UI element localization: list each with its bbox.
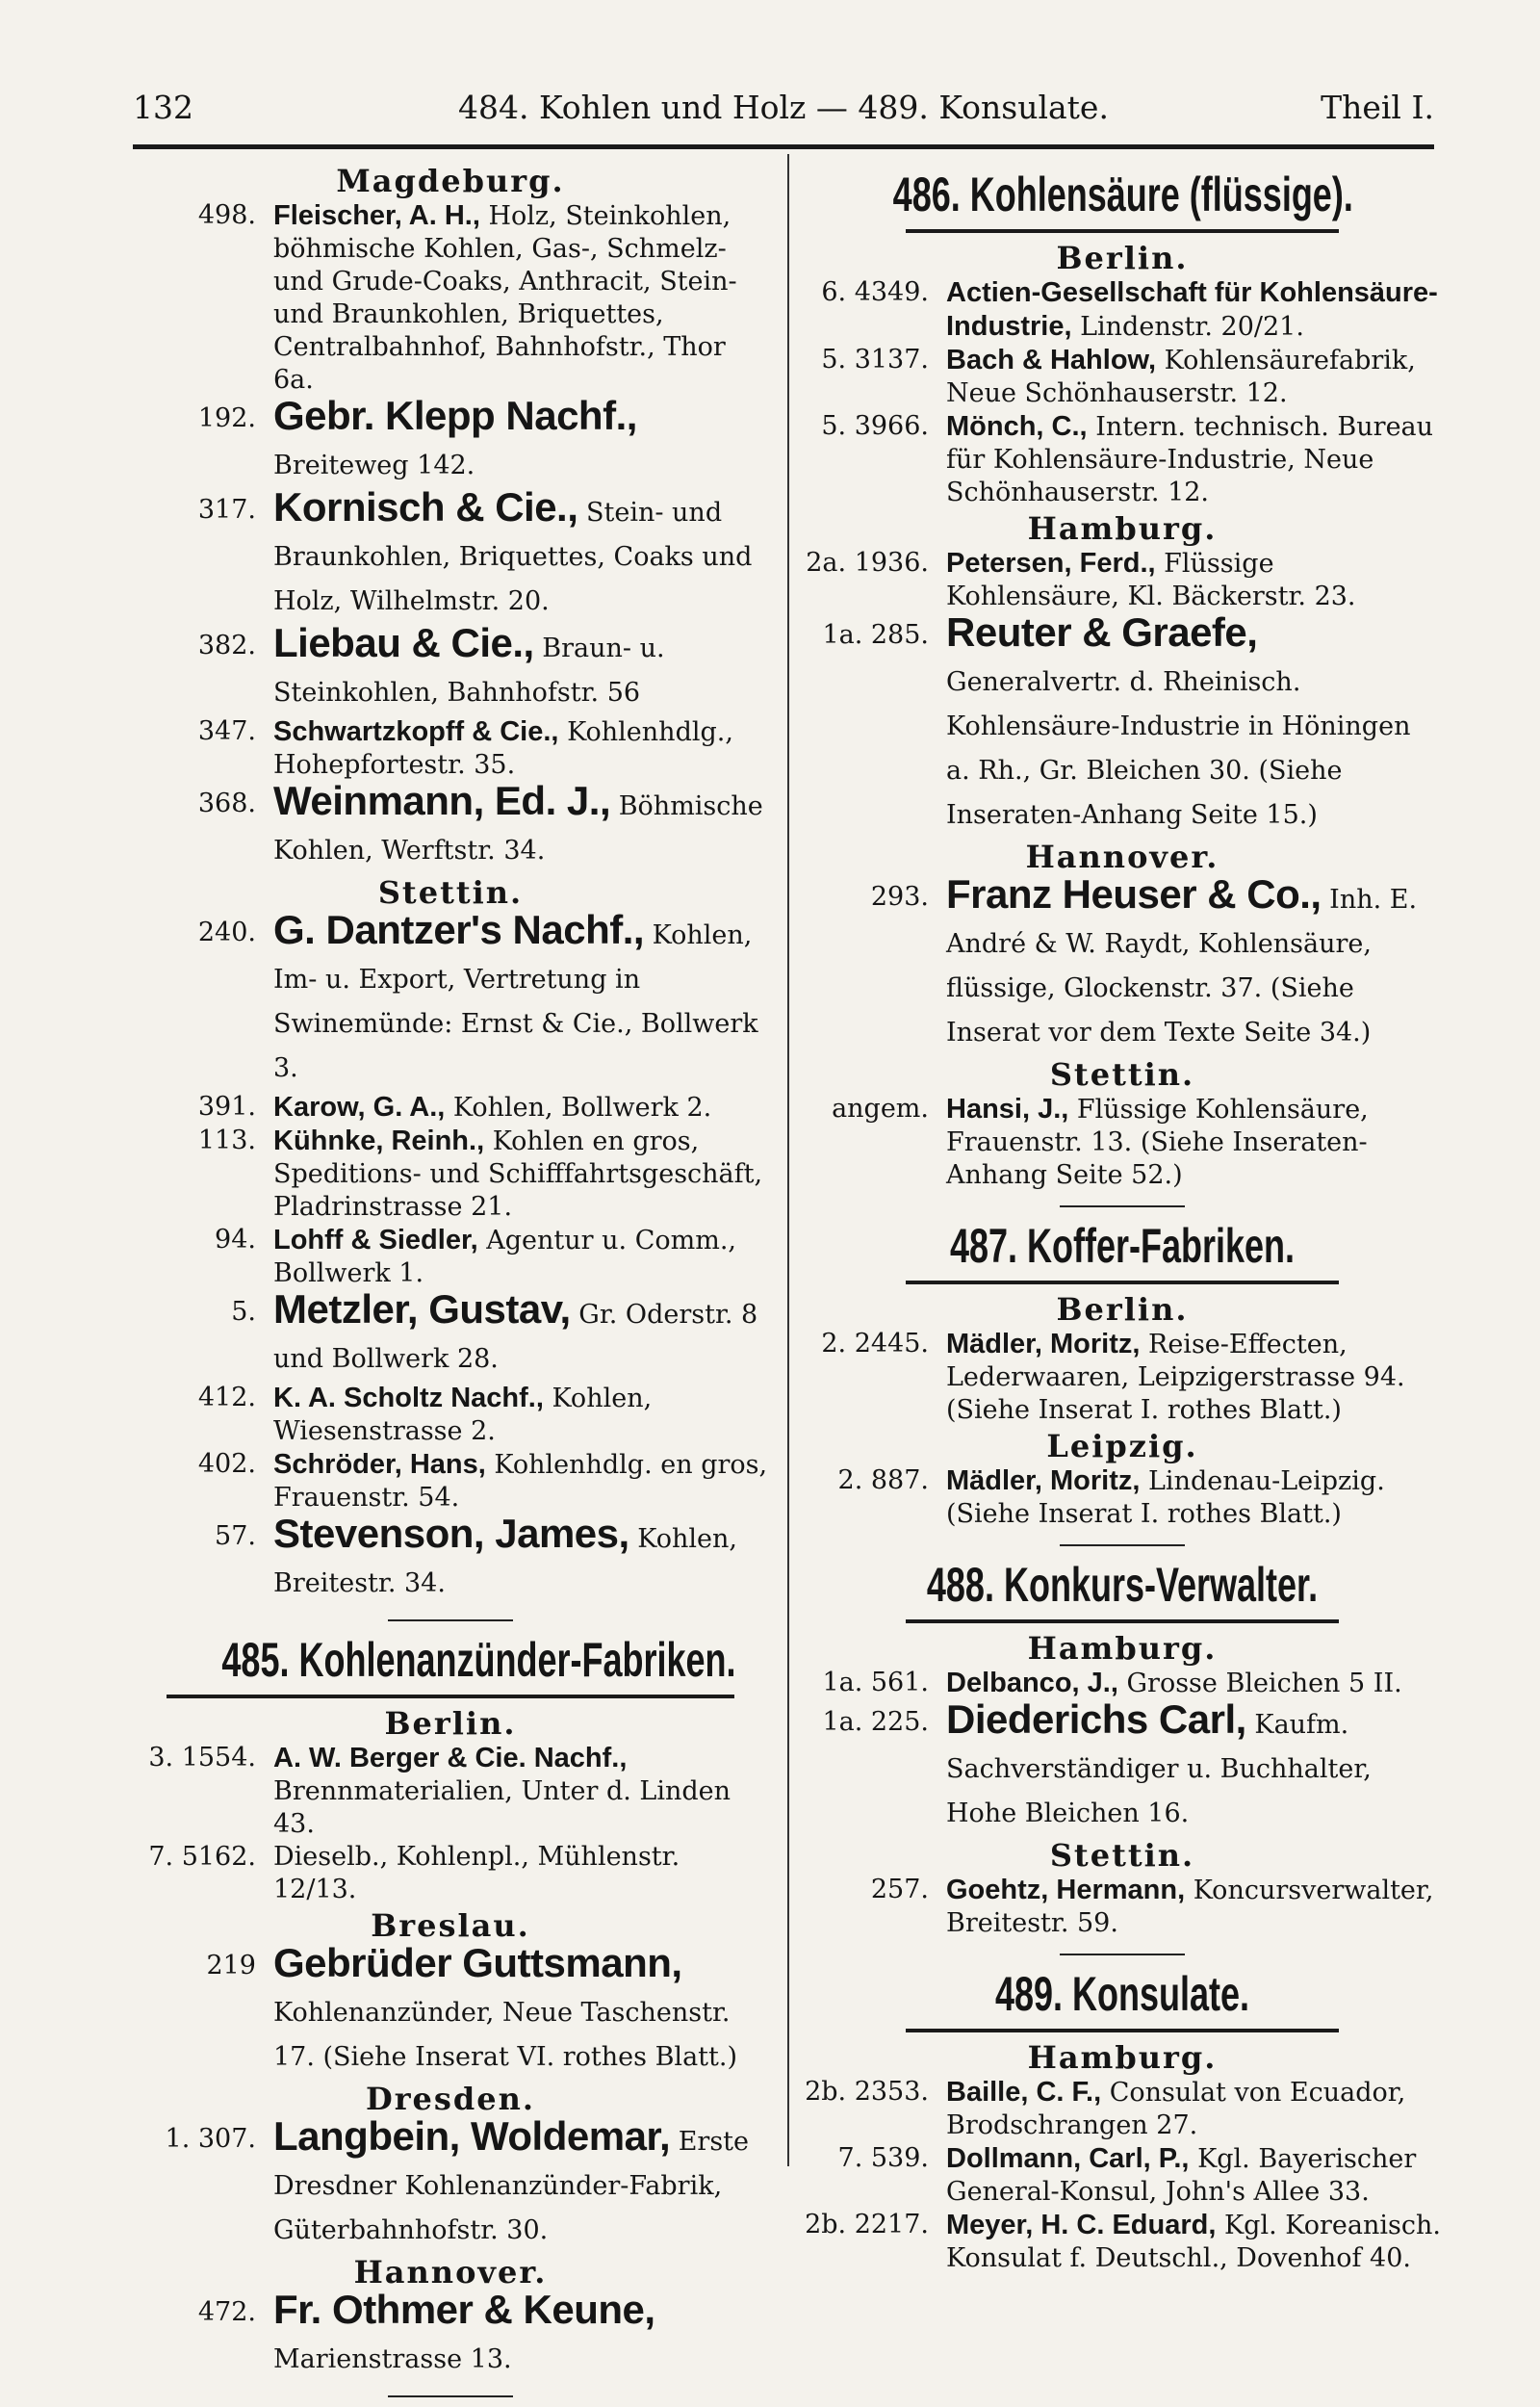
entry-body [946, 346, 1416, 408]
city-heading: Stettin. [1049, 1056, 1195, 1093]
entry-body [273, 484, 753, 616]
page-header [133, 89, 1434, 131]
entry-body [946, 549, 1356, 611]
entry-text: Koncursverwalter, Breitestr. 59. [946, 1876, 1434, 1938]
entry-body [273, 1511, 737, 1598]
entry-number: 219 [206, 1951, 256, 1980]
entry-text: Erste Dresdner Kohlenanzünder-Fabrik, Güterbahnhofstr. 30. [273, 2127, 750, 2245]
entry-text: Kohlenanzünder, Neue Taschenstr. 17. (Siehe Inserat VI. rothes Blatt.) [273, 1998, 737, 2072]
entry-body [273, 1226, 736, 1288]
entry-body [273, 1384, 652, 1446]
section-heading-rule [906, 2029, 1339, 2032]
directory-entry [133, 484, 768, 624]
city-heading: Berlin. [1056, 1291, 1189, 1328]
entry-text: Generalvertr. d. Rheinisch. Kohlensäure-Industrie in Höningen a. Rh., Gr. Bleichen 30. (Siehe Inseraten-Anhang Seite 15.) [946, 667, 1411, 830]
entry-number: 57. [215, 1521, 256, 1551]
city-heading: Leipzig. [1046, 1428, 1198, 1464]
entry-number: 2. 887. [837, 1465, 929, 1495]
entry-text: Lindenstr. 20/21. [1071, 312, 1304, 342]
entry-text: Brennmaterialien, Unter d. Linden 43. [273, 1776, 731, 1839]
entry-name: Fleischer, A. H., [273, 200, 480, 231]
entry-number: 1a. 225. [822, 1707, 929, 1737]
entry-number: 347. [197, 716, 256, 746]
entry-text: Böhmische Kohlen, Werftstr. 34. [273, 791, 763, 866]
entry-name: Baille, C. F., [946, 2077, 1102, 2108]
directory-entry [133, 1448, 768, 1514]
directory-entry [804, 871, 1441, 1055]
entry-name: Karow, G. A., [273, 1092, 446, 1123]
entry-body [273, 2287, 655, 2374]
entry-name: Diederichs Carl, [946, 1696, 1246, 1742]
entry-name: K. A. Scholtz Nachf., [273, 1383, 544, 1413]
entry-name: Schwartzkopff & Cie., [273, 716, 559, 747]
entry-text: Dieselb., Kohlenpl., Mühlenstr. 12/13. [273, 1842, 680, 1904]
entry-name: Meyer, H. C. Eduard, [946, 2210, 1217, 2240]
directory-entry [804, 410, 1441, 509]
directory-entry [133, 393, 768, 488]
directory-entry [804, 1328, 1441, 1427]
directory-entry [133, 1091, 768, 1125]
entry-text: Braun- u. Steinkohlen, Bahnhofstr. 56 [273, 634, 665, 708]
section-heading-rule [906, 1619, 1339, 1623]
entry-name: Dollmann, Carl, P., [946, 2143, 1190, 2174]
entry-text: Kohlensäurefabrik, Neue Schönhauserstr. 12. [946, 346, 1416, 408]
city-heading: Magdeburg. [336, 163, 565, 199]
entry-name: Stevenson, James, [273, 1511, 629, 1556]
entry-number: 240. [197, 918, 256, 947]
entry-number: 192. [197, 403, 256, 433]
directory-entry [133, 1940, 768, 2080]
entry-body [273, 620, 665, 708]
entry-number: 94. [215, 1225, 256, 1255]
entry-text: Kohlenhdlg., Hohepfortestr. 35. [273, 717, 733, 780]
section-heading-rule [906, 1281, 1339, 1284]
page-number: 132 [133, 89, 193, 126]
entry-body [273, 2113, 750, 2245]
entry-body [273, 201, 737, 395]
entry-name: Gebrüder Guttsmann, [273, 1940, 682, 1985]
entry-name: Petersen, Ferd., [946, 548, 1156, 579]
entry-text: Flüssige Kohlensäure, Frauenstr. 13. (Siehe Inseraten-Anhang Seite 52.) [946, 1095, 1369, 1190]
entry-text: Kohlenhdlg. en gros, Frauenstr. 54. [273, 1450, 768, 1513]
entry-body [273, 1093, 711, 1123]
entry-body [946, 2211, 1441, 2273]
entry-name: Franz Heuser & Co., [946, 871, 1322, 917]
directory-entry [133, 2287, 768, 2382]
entry-name: Hansi, J., [946, 1094, 1069, 1125]
entry-name: Delbanco, J., [946, 1668, 1118, 1698]
part-label: Theil I. [1321, 89, 1434, 126]
directory-entry [133, 1286, 768, 1382]
entry-body [946, 609, 1411, 830]
city-heading: Stettin. [1049, 1837, 1195, 1874]
entry-name: Kornisch & Cie., [273, 484, 578, 530]
directory-entry [804, 276, 1441, 344]
entry-name: Actien-Gesellschaft für Kohlensäure-Industrie, [946, 277, 1438, 342]
entry-text: Flüssige Kohlensäure, Kl. Bäckerstr. 23. [946, 549, 1356, 611]
entry-number: 5. 3966. [821, 411, 929, 441]
entry-text: Holz, Steinkohlen, böhmische Kohlen, Gas-, Schmelz- und Grude-Coaks, Anthracit, Stein- und Braunkohlen, Briquettes, Centralbahnhof, Bahnhofstr., Thor 6a. [273, 201, 737, 395]
directory-entry [133, 1224, 768, 1290]
section-heading: 485. Kohlenanzünder-Fabriken. [221, 1633, 736, 1687]
entry-number: angem. [832, 1094, 929, 1124]
entry-number: 368. [197, 789, 256, 818]
entry-number: 3. 1554. [148, 1743, 256, 1773]
entry-text: Kohlen, Im- u. Export, Vertretung in Swinemünde: Ernst & Cie., Bollwerk 3. [273, 920, 758, 1083]
directory-entry [133, 715, 768, 782]
section-heading: 487. Koffer-Fabriken. [949, 1219, 1296, 1273]
directory-entry [804, 1093, 1441, 1192]
city-heading: Hamburg. [1027, 510, 1218, 547]
entry-body [946, 412, 1433, 507]
entry-body [946, 2078, 1405, 2140]
city-heading: Breslau. [371, 1907, 530, 1944]
entry-text: Breiteweg 142. [273, 451, 475, 480]
entry-text: Stein- und Braunkohlen, Briquettes, Coaks und Holz, Wilhelmstr. 20. [273, 498, 753, 616]
entry-text: Inh. E. André & W. Raydt, Kohlensäure, flüssige, Glockenstr. 37. (Siehe Inserat vor dem Texte Seite 34.) [946, 885, 1418, 1048]
entry-number: 402. [197, 1449, 256, 1479]
directory-entry [804, 1667, 1441, 1700]
entry-body [946, 278, 1438, 342]
entry-text: Marienstrasse 13. [273, 2344, 512, 2374]
entry-body [946, 871, 1418, 1048]
entry-body [273, 717, 733, 780]
directory-entry [133, 1742, 768, 1841]
entry-text: Consulat von Ecuador, Brodschrangen 27. [946, 2078, 1406, 2140]
entry-number: 293. [870, 882, 929, 912]
entry-body [946, 1330, 1405, 1425]
directory-entry [804, 1696, 1441, 1836]
left-column [133, 162, 768, 2407]
entry-body [273, 1940, 737, 2072]
entry-name: Lohff & Siedler, [273, 1225, 478, 1255]
entry-number: 1. 307. [165, 2124, 256, 2154]
entry-body [946, 1669, 1402, 1698]
entry-name: Schröder, Hans, [273, 1449, 486, 1480]
entry-number: 7. 5162. [148, 1842, 256, 1872]
directory-entry [804, 344, 1441, 410]
column-divider [787, 154, 789, 2166]
city-heading: Hamburg. [1027, 1630, 1218, 1667]
section-separator [1060, 1544, 1185, 1546]
entry-text: Kohlen, Breitestr. 34. [273, 1524, 737, 1598]
entry-body [946, 1876, 1433, 1938]
entry-body [273, 907, 758, 1083]
entry-number: 6. 4349. [821, 277, 929, 307]
entry-number: 5. [231, 1297, 256, 1327]
directory-entry [804, 2209, 1441, 2275]
entry-number: 1a. 285. [822, 620, 929, 650]
directory-entry [804, 1874, 1441, 1940]
entry-text: Kgl. Bayerischer General-Konsul, John's Allee 33. [946, 2144, 1417, 2207]
directory-entry [804, 2142, 1441, 2209]
entry-number: 2. 2445. [821, 1329, 929, 1359]
directory-entry [133, 1382, 768, 1448]
section-separator [388, 1619, 513, 1621]
entry-body [273, 1286, 758, 1374]
directory-entry [133, 2113, 768, 2253]
entry-number: 2b. 2217. [805, 2210, 929, 2239]
entry-number: 382. [197, 631, 256, 660]
entry-name: G. Dantzer's Nachf., [273, 907, 645, 952]
section-separator [1060, 1205, 1185, 1207]
header-rule [133, 144, 1434, 149]
section-heading-rule [167, 1695, 734, 1698]
entry-text: Kohlen en gros, Speditions- und Schifffahrtsgeschäft, Pladrinstrasse 21. [273, 1126, 763, 1222]
right-column [804, 162, 1441, 2275]
entry-text: Intern. technisch. Bureau für Kohlensäure-Industrie, Neue Schönhauserstr. 12. [946, 412, 1434, 507]
entry-name: Kühnke, Reinh., [273, 1126, 485, 1156]
entry-name: Mädler, Moritz, [946, 1329, 1141, 1359]
entry-text: Gr. Oderstr. 8 und Bollwerk 28. [273, 1300, 758, 1374]
city-heading: Hannover. [353, 2254, 548, 2291]
entry-text: Agentur u. Comm., Bollwerk 1. [273, 1226, 736, 1288]
section-separator [1060, 1954, 1185, 1955]
entry-number: 2a. 1936. [806, 548, 929, 578]
entry-number: 5. 3137. [821, 345, 929, 375]
section-heading: 488. Konkurs-Verwalter. [926, 1558, 1319, 1612]
entry-body [946, 1696, 1372, 1828]
entry-name: Bach & Hahlow, [946, 345, 1157, 375]
entry-name: Liebau & Cie., [273, 620, 534, 665]
entry-number: 317. [197, 495, 256, 525]
running-title: 484. Kohlen und Holz — 489. Konsulate. [458, 89, 1109, 126]
entry-name: Langbein, Woldemar, [273, 2113, 671, 2159]
entry-name: Gebr. Klepp Nachf., [273, 393, 637, 438]
entry-number: 472. [197, 2297, 256, 2327]
entry-body [273, 1744, 731, 1839]
city-heading: Dresden. [365, 2081, 536, 2117]
entry-name: A. W. Berger & Cie. Nachf., [273, 1743, 628, 1773]
entry-number: 257. [870, 1875, 929, 1904]
entry-number: 7. 539. [837, 2143, 929, 2173]
directory-entry [133, 1125, 768, 1224]
entry-name: Metzler, Gustav, [273, 1286, 571, 1332]
city-heading: Berlin. [384, 1705, 517, 1742]
entry-body [946, 1095, 1369, 1190]
section-heading: 486. Kohlensäure (flüssige). [892, 168, 1353, 221]
entry-body [273, 1842, 680, 1904]
entry-name: Goehtz, Hermann, [946, 1875, 1186, 1905]
entry-name: Fr. Othmer & Keune, [273, 2287, 655, 2332]
entry-name: Mädler, Moritz, [946, 1465, 1141, 1496]
entry-number: 391. [197, 1092, 256, 1122]
entry-number: 113. [197, 1126, 256, 1155]
entry-number: 1a. 561. [822, 1668, 929, 1697]
directory-entry [133, 199, 768, 397]
entry-body [946, 1466, 1385, 1529]
entry-text: Kaufm. Sachverständiger u. Buchhalter, Hohe Bleichen 16. [946, 1710, 1372, 1828]
entry-number: 498. [197, 200, 256, 230]
section-heading-rule [906, 229, 1339, 233]
entry-text: Grosse Bleichen 5 II. [1117, 1669, 1402, 1698]
section-heading: 489. Konsulate. [994, 1967, 1250, 2021]
city-heading: Hannover. [1025, 839, 1219, 875]
directory-entry [804, 2076, 1441, 2142]
city-heading: Stettin. [377, 874, 524, 911]
entry-body [273, 393, 637, 480]
entry-body [273, 778, 763, 866]
entry-text: Lindenau-Leipzig. (Siehe Inserat I. rothes Blatt.) [946, 1466, 1385, 1529]
entry-body [273, 1450, 767, 1513]
city-heading: Berlin. [1056, 240, 1189, 276]
entry-number: 412. [197, 1383, 256, 1412]
directory-entry [804, 547, 1441, 613]
directory-entry [133, 1841, 768, 1906]
directory-entry [133, 1511, 768, 1606]
entry-number: 2b. 2353. [805, 2077, 929, 2107]
directory-entry [133, 778, 768, 873]
directory-entry [133, 907, 768, 1091]
entry-text: Kohlen, Wiesenstrasse 2. [273, 1384, 653, 1446]
entry-text: Kohlen, Bollwerk 2. [445, 1093, 712, 1123]
city-heading: Hamburg. [1027, 2039, 1218, 2076]
directory-entry [804, 609, 1441, 838]
directory-entry [133, 620, 768, 715]
entry-text: Kgl. Koreanisch. Konsulat f. Deutschl., Dovenhof 40. [946, 2211, 1441, 2273]
end-rule [388, 2395, 513, 2397]
entry-body [946, 2144, 1416, 2207]
directory-entry [804, 1464, 1441, 1531]
entry-text: Reise-Effecten, Lederwaaren, Leipzigerstrasse 94. (Siehe Inserat I. rothes Blatt.) [946, 1330, 1405, 1425]
entry-name: Weinmann, Ed. J., [273, 778, 611, 823]
entry-name: Mönch, C., [946, 411, 1088, 442]
entry-name: Reuter & Graefe, [946, 609, 1258, 655]
entry-body [273, 1126, 762, 1222]
